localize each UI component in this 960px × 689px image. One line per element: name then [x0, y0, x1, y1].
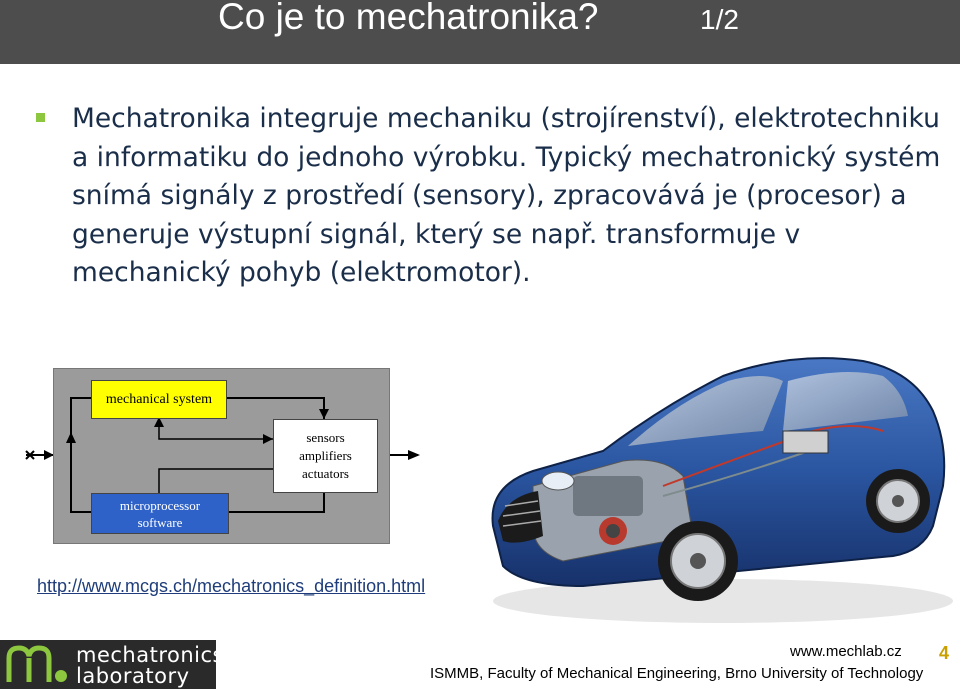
slide-page-count: 1/2	[700, 4, 739, 35]
body-line: snímá signály z prostředí (sensory), zpracovává je (procesor) a	[72, 180, 907, 211]
mechatronic-system-diagram	[53, 368, 390, 544]
software-label: software	[137, 514, 183, 530]
car-cutaway-image	[463, 336, 960, 626]
logo-line2: laboratory	[76, 664, 190, 688]
page-number: 4	[939, 643, 950, 663]
footer-website: www.mechlab.cz	[790, 643, 902, 660]
logo-line1: mechatronics	[76, 643, 224, 667]
sensors-label: sensors	[306, 430, 345, 445]
mechanical-system-label: mechanical system	[105, 391, 213, 407]
footer-institution: ISMMB, Faculty of Mechanical Engineering, Brno University of Technology	[430, 665, 924, 682]
lab-logo-icon	[5, 644, 71, 686]
lab-logo	[0, 640, 224, 689]
microprocessor-box	[91, 493, 229, 534]
amplifiers-label: amplifiers	[299, 448, 352, 463]
body-paragraph	[72, 100, 952, 293]
bullet-marker	[36, 113, 45, 122]
body-line: Mechatronika integruje mechaniku (strojírenství), elektrotechniku	[72, 103, 940, 134]
actuators-label: actuators	[302, 466, 349, 481]
slide-title: Co je to mechatronika?	[218, 0, 599, 37]
microprocessor-label: microprocessor	[119, 497, 201, 513]
title-bar	[0, 0, 960, 64]
sensors-box	[273, 419, 378, 493]
mechanical-system-box	[91, 380, 227, 419]
output-arrow-icon	[386, 440, 422, 470]
body-line: mechanický pohyb (elektromotor).	[72, 257, 531, 288]
source-link[interactable]: http://www.mcgs.ch/mechatronics_definition.html	[37, 576, 426, 596]
input-arrow-icon	[24, 440, 56, 470]
body-line: generuje výstupní signál, který se např. transformuje v	[72, 218, 801, 250]
body-line: a informatiku do jednoho výrobku. Typický mechatronický systém	[72, 141, 941, 173]
